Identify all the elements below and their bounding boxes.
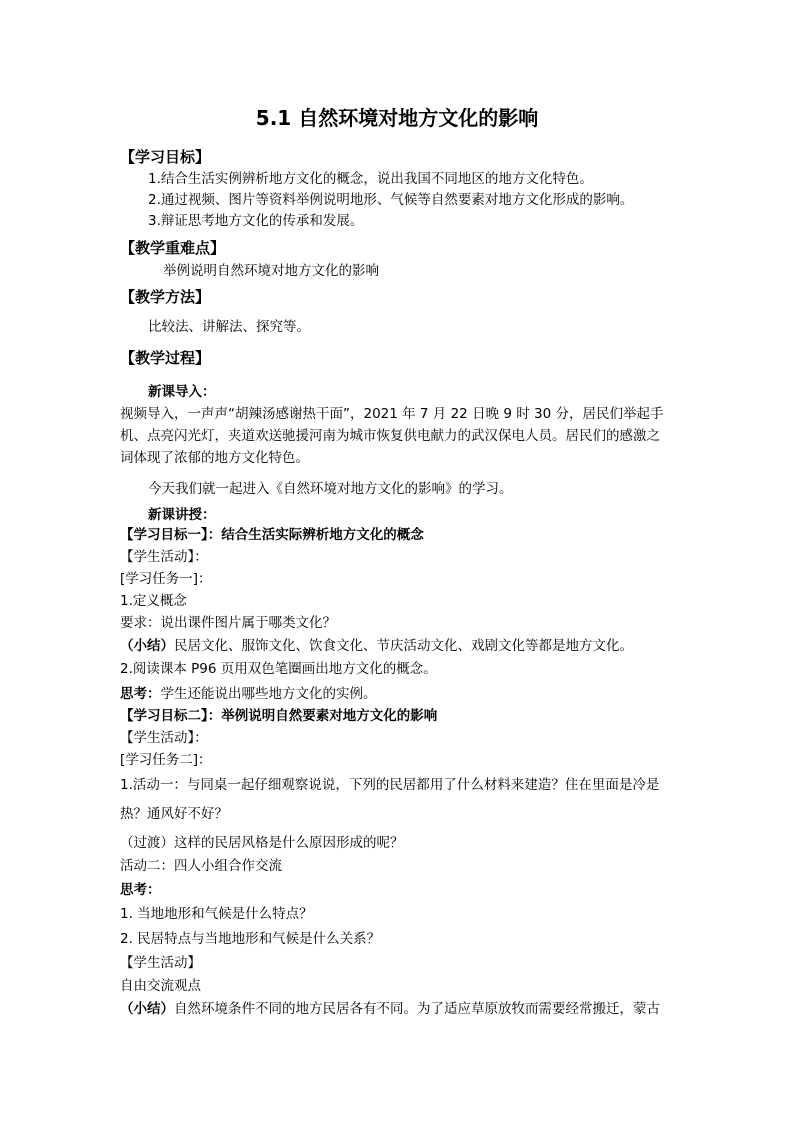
- goal2-summary: [120, 1000, 660, 1018]
- intro-label: 新课导入：: [148, 384, 216, 400]
- goal2-free-exchange: 自由交流观点: [120, 978, 201, 994]
- goal2-question-1: 1. 当地地形和气候是什么特点？: [120, 906, 313, 922]
- page-title: 5.1 自然环境对地方文化的影响: [255, 106, 539, 130]
- lecture-label: 新课讲授：: [148, 507, 216, 523]
- summary-text: 自然环境条件不同的地方民居各有不同。为了适应草原放牧而需要经常搬迁，蒙古: [174, 1001, 660, 1017]
- objective-item-3: 3.辩证思考地方文化的传承和发展。: [148, 213, 364, 229]
- goal1-step1: 1.定义概念: [120, 593, 187, 609]
- intro-line-1: 视频导入，一声声“胡辣汤感谢热干面”，2021 年 7 月 22 日晚 9 时 30 分，居民们举起手: [120, 406, 664, 422]
- goal1-heading: 【学习目标一】：结合生活实际辨析地方文化的概念: [120, 527, 424, 543]
- intro-line-2: 机、点亮闪光灯，夹道欢送驰援河南为城市恢复供电献力的武汉保电人员。居民们的感激之: [120, 428, 660, 444]
- key-points-text: 举例说明自然环境对地方文化的影响: [163, 263, 379, 279]
- methods-text: 比较法、讲解法、探究等。: [148, 319, 310, 335]
- goal1-requirement: 要求：说出课件图片属于哪类文化？: [120, 615, 336, 631]
- goal2-task: [学习任务二]：: [120, 752, 212, 768]
- goal1-step2: 2.阅读课本 P96 页用双色笔圈画出地方文化的概念。: [120, 661, 437, 677]
- intro-line-3: 词体现了浓郁的地方文化特色。: [120, 450, 309, 466]
- think-label: 思考：: [120, 686, 161, 702]
- summary-text: 民居文化、服饰文化、饮食文化、节庆活动文化、戏剧文化等都是地方文化。: [174, 638, 633, 654]
- summary-label: （小结）: [120, 1001, 174, 1017]
- goal2-question-2: 2. 民居特点与当地地形和气候是什么关系？: [120, 931, 381, 947]
- objectives-heading: 【学习目标】: [120, 148, 211, 166]
- goal2-think-heading: 思考：: [120, 882, 161, 898]
- objective-item-2: 2.通过视频、图片等资料举例说明地形、气候等自然要素对地方文化形成的影响。: [148, 192, 634, 208]
- goal2-activity1-line1: 1.活动一：与同桌一起仔细观察说说，下列的民居都用了什么材料来建造？住在里面是冷是: [120, 777, 660, 793]
- transition-text: 今天我们就一起进入《自然环境对地方文化的影响》的学习。: [148, 481, 513, 497]
- process-heading: 【教学过程】: [120, 349, 211, 367]
- goal1-activity: 【学生活动】：: [120, 549, 208, 565]
- goal1-think: [120, 685, 377, 703]
- goal2-activity2: 活动二：四人小组合作交流: [120, 858, 282, 874]
- key-points-heading: 【教学重难点】: [120, 239, 226, 257]
- goal2-activity-heading: 【学生活动】: [120, 955, 201, 971]
- summary-label: （小结）: [120, 638, 174, 654]
- goal1-task: [学习任务一]：: [120, 571, 212, 587]
- goal2-activity1-line2: 热？通风好不好？: [120, 806, 228, 822]
- goal2-transition: （过渡）这样的民居风格是什么原因形成的呢？: [120, 835, 404, 851]
- goal2-heading: 【学习目标二】：举例说明自然要素对地方文化的影响: [120, 708, 438, 724]
- think-text: 学生还能说出哪些地方文化的实例。: [160, 686, 377, 702]
- methods-heading: 【教学方法】: [120, 288, 211, 306]
- goal2-activity: 【学生活动】：: [120, 730, 208, 746]
- objective-item-1: 1.结合生活实例辨析地方文化的概念，说出我国不同地区的地方文化特色。: [148, 171, 593, 187]
- goal1-summary: [120, 637, 633, 655]
